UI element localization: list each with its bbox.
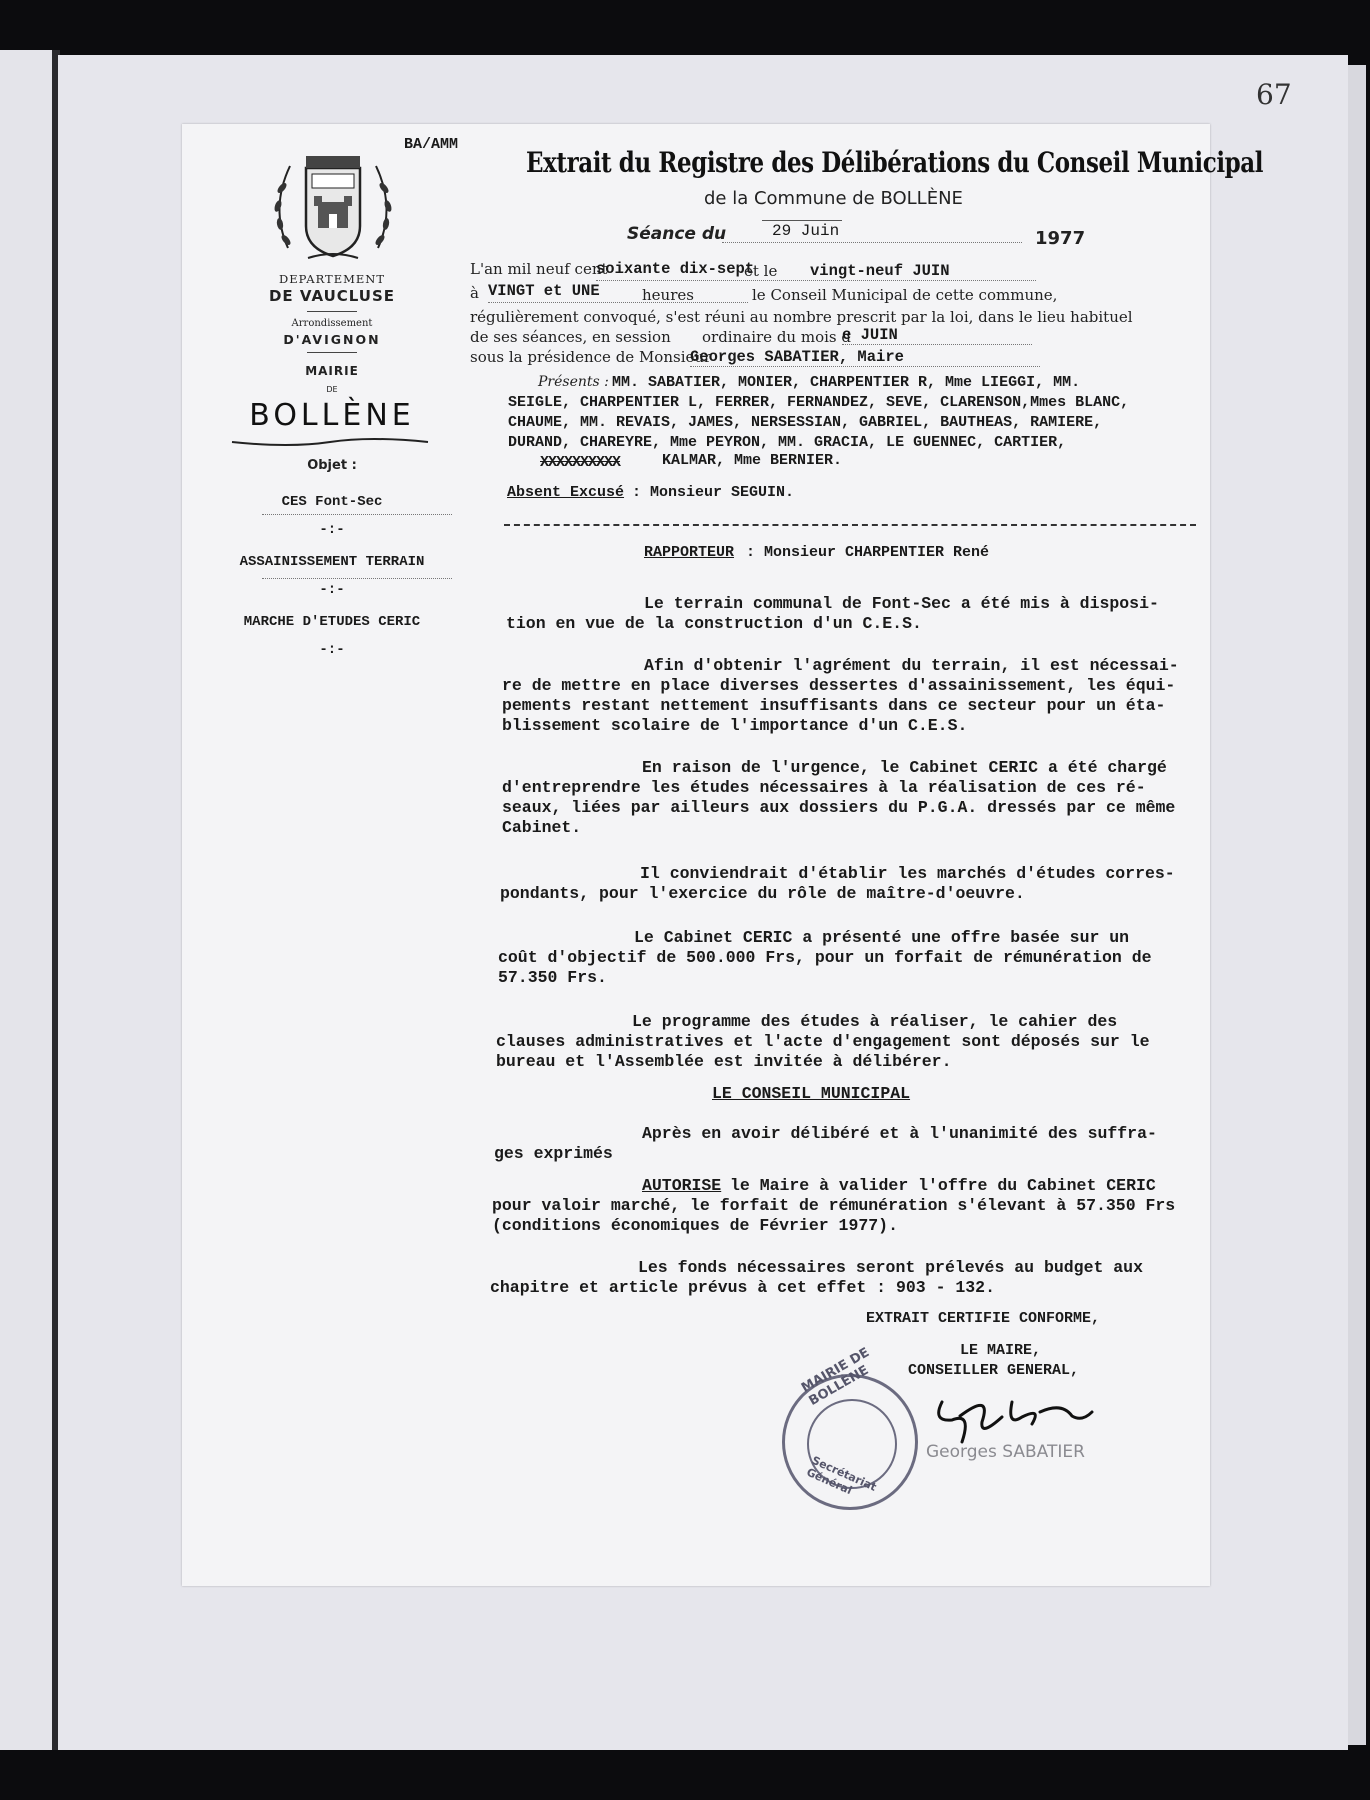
maire-title: LE MAIRE, — [960, 1342, 1042, 1359]
preamble-month: e JUIN — [842, 326, 898, 344]
paragraph-line: coût d'objectif de 500.000 Frs, pour un forfait de rémunération de — [498, 948, 1152, 967]
paragraph-line: Il conviendrait d'établir les marchés d'études corres- — [640, 864, 1175, 883]
town-crest-icon — [268, 148, 398, 268]
divider — [307, 311, 357, 312]
preamble-president: Georges SABATIER, Maire — [690, 348, 904, 366]
certifie-text: EXTRAIT CERTIFIE CONFORME, — [866, 1310, 1101, 1327]
seance-label: Séance du — [627, 224, 727, 244]
page-edge — [1348, 65, 1366, 1745]
paragraph-line: pondants, pour l'exercice du rôle de maître-d'oeuvre. — [500, 884, 1025, 903]
commune-name: de la Commune de BOLLÈNE — [704, 188, 963, 209]
paragraph-line: Les fonds nécessaires seront prélevés au budget aux — [638, 1258, 1143, 1277]
town-name: BOLLÈNE — [249, 398, 415, 433]
autorise-label: AUTORISE — [642, 1176, 722, 1195]
objet-dotline — [262, 578, 452, 579]
absent-label: Absent Excusé — [507, 484, 625, 501]
paragraph-line: re de mettre en place diverses dessertes d'assainissement, les équi- — [502, 676, 1176, 695]
paragraph-line: seaux, liées par ailleurs aux dossiers du P.G.A. dressés par ce même — [502, 798, 1176, 817]
objet-dotline — [262, 514, 452, 515]
preamble-text: sous la présidence de Monsieur — [470, 348, 712, 366]
paragraph-line: d'entreprendre les études nécessaires à la réalisation de ces ré- — [502, 778, 1146, 797]
de-label: DE — [326, 385, 338, 394]
preamble-hour: VINGT et UNE — [488, 282, 600, 300]
flourish-ornament — [230, 436, 430, 448]
preamble-dotline — [488, 302, 748, 303]
arrondissement-name: D'AVIGNON — [283, 332, 381, 347]
paragraph-line: le Maire à valider l'offre du Cabinet CERIC — [730, 1176, 1156, 1195]
objet-item: MARCHE D'ETUDES CERIC — [243, 614, 421, 630]
left-page-edge — [0, 50, 54, 1750]
preamble-text: L'an mil neuf cent — [470, 260, 608, 278]
objet-separator: -:- — [319, 522, 345, 538]
preamble-text: ordinaire du mois d — [702, 328, 851, 346]
paragraph-line: Le Cabinet CERIC a présenté une offre basée sur un — [634, 928, 1130, 947]
rapporteur-text: : Monsieur CHARPENTIER René — [746, 544, 990, 561]
departement-label: DEPARTEMENT — [278, 272, 386, 286]
preamble-date: vingt-neuf JUIN — [810, 262, 950, 280]
paragraph-line: blissement scolaire de l'importance d'un C.E.S. — [502, 716, 968, 735]
objet-label: Objet : — [307, 458, 357, 473]
struck-text: XXXXXXXXXX — [540, 454, 621, 471]
paragraph-line: (conditions économiques de Février 1977). — [492, 1216, 898, 1235]
preamble-dotline — [596, 280, 1036, 281]
preamble-text: à — [470, 284, 479, 302]
conseil-heading: LE CONSEIL MUNICIPAL — [712, 1084, 911, 1103]
page-number: 67 — [1256, 78, 1292, 111]
separator-line — [504, 524, 1196, 526]
paragraph-line: clauses administratives et l'acte d'engagement sont déposés sur le — [496, 1032, 1150, 1051]
mairie-label: MAIRIE — [305, 364, 359, 378]
preamble-text: et le — [744, 262, 778, 280]
paragraph-line: Après en avoir délibéré et à l'unanimité des suffra- — [642, 1124, 1157, 1143]
mairie-stamp — [782, 1345, 918, 1510]
paragraph-line: En raison de l'urgence, le Cabinet CERIC a été chargé — [642, 758, 1167, 777]
preamble-text: heures — [642, 286, 694, 304]
presents-line: SEIGLE, CHARPENTIER L, FERRER, FERNANDEZ, SEVE, CLARENSON,Mmes BLANC, — [508, 394, 1130, 411]
deliberation-document — [182, 124, 1264, 1586]
arrondissement-label: Arrondissement — [291, 318, 373, 329]
stamp-top-text: MAIRIE DE BOLLÈNE — [799, 1345, 873, 1409]
preamble-year: soixante dix-sept — [596, 260, 755, 278]
paragraph-line: Cabinet. — [502, 818, 582, 837]
objet-item: CES Font-Sec — [281, 494, 383, 510]
seance-date: 29 Juin — [772, 222, 840, 240]
absent-text: : Monsieur SEGUIN. — [632, 484, 795, 501]
departement-name: DE VAUCLUSE — [268, 287, 396, 305]
objet-separator: -:- — [319, 642, 345, 658]
paragraph-line: Afin d'obtenir l'agrément du terrain, il est nécessai- — [644, 656, 1179, 675]
stamp-bottom-text: Secrétariat Général — [804, 1453, 879, 1498]
conseiller-title: CONSEILLER GENERAL, — [908, 1362, 1080, 1379]
preamble-text: le Conseil Municipal de cette commune, — [752, 286, 1058, 304]
reference-code: BA/AMM — [404, 136, 459, 153]
paragraph-line: chapitre et article prévus à cet effet : 903 - 132. — [490, 1278, 995, 1297]
paragraph-line: 57.350 Frs. — [498, 968, 607, 987]
divider — [307, 352, 357, 353]
paragraph-line: pements restant nettement insuffisants dans ce secteur pour un éta- — [502, 696, 1166, 715]
signature-name-stamp: Georges SABATIER — [926, 1442, 1085, 1462]
paragraph-line: tion en vue de la construction d'un C.E.S. — [506, 614, 922, 633]
preamble-text: de ses séances, en session — [470, 328, 671, 346]
preamble-dotline — [690, 366, 1040, 367]
document-title: Extrait du Registre des Délibérations du Conseil Municipal — [526, 146, 1264, 179]
presents-line: DURAND, CHAREYRE, Mme PEYRON, MM. GRACIA, LE GUENNEC, CARTIER, — [508, 434, 1067, 451]
paragraph-line: bureau et l'Assemblée est invitée à délibérer. — [496, 1052, 952, 1071]
paragraph-line: pour valoir marché, le forfait de rémunération s'élevant à 57.350 Frs — [492, 1196, 1176, 1215]
paragraph-line: Le programme des études à réaliser, le cahier des — [632, 1012, 1118, 1031]
preamble-text: régulièrement convoqué, s'est réuni au nombre prescrit par la loi, dans le lieu habituel — [470, 308, 1133, 326]
preamble-dotline — [842, 344, 1032, 345]
paragraph-line: ges exprimés — [494, 1144, 613, 1163]
rapporteur-label: RAPPORTEUR — [644, 544, 735, 561]
presents-line: CHAUME, MM. REVAIS, JAMES, NERSESSIAN, GABRIEL, BAUTHEAS, RAMIERE, — [508, 414, 1103, 431]
seance-year: 1977 — [1035, 228, 1086, 249]
objet-separator: -:- — [319, 582, 345, 598]
paragraph-line: Le terrain communal de Font-Sec a été mis à disposi- — [644, 594, 1159, 613]
ornament-line — [762, 220, 842, 221]
objet-item: ASSAINISSEMENT TERRAIN — [239, 554, 425, 570]
presents-line: KALMAR, Mme BERNIER. — [662, 452, 843, 469]
presents-line: MM. SABATIER, MONIER, CHARPENTIER R, Mme LIEGGI, MM. — [612, 374, 1081, 391]
date-dotline — [722, 242, 1022, 243]
presents-label: Présents : — [538, 374, 609, 390]
